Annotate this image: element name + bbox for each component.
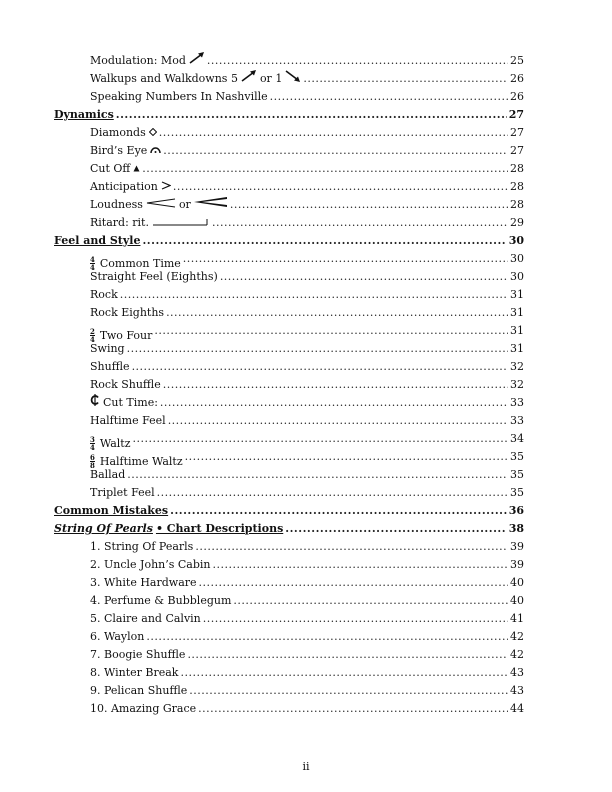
toc-page-number: 30	[510, 252, 524, 265]
toc-entry-label-italic: String Of Pearls	[54, 522, 153, 535]
dot-leader	[183, 250, 508, 268]
toc-page-number: 33	[510, 414, 524, 427]
toc-entry-text-rock: Rock	[90, 288, 118, 301]
toc-entry[interactable]	[0, 160, 612, 178]
toc-entry[interactable]	[0, 376, 612, 394]
toc-page-number: 43	[510, 666, 524, 679]
dot-leader	[142, 160, 508, 178]
toc-entry-text-9-pelican-shuffle: 9. Pelican Shuffle	[90, 684, 188, 697]
toc-page-number: 43	[510, 684, 524, 697]
toc-entry-label	[90, 358, 130, 376]
toc-entry-text-ballad: Ballad	[90, 468, 126, 481]
dot-leader	[163, 376, 508, 394]
toc-section-entry[interactable]	[0, 520, 612, 538]
dot-leader	[233, 592, 508, 610]
dot-leader	[195, 538, 508, 556]
dot-leader	[187, 646, 508, 664]
toc-page-number: 30	[508, 234, 524, 247]
toc-entry[interactable]	[0, 628, 612, 646]
toc-entry-text-common-time: Common Time	[99, 256, 181, 270]
toc-entry-text-cut-time: Cut Time:	[103, 396, 158, 409]
toc-entry-text-rock-eighths: Rock Eighths	[90, 306, 165, 319]
toc-page-number: 41	[510, 612, 524, 625]
toc-page-number: 39	[510, 540, 524, 553]
toc-entry[interactable]	[0, 448, 612, 470]
toc-page-number: 30	[510, 270, 524, 283]
dot-leader	[198, 700, 508, 718]
dot-leader	[127, 340, 508, 358]
toc-entry-label	[54, 106, 114, 124]
toc-entry-text-shuffle: Shuffle	[90, 360, 130, 373]
dot-leader	[159, 124, 508, 142]
toc-entry-label	[90, 304, 164, 322]
toc-entry-label	[90, 682, 187, 700]
toc-entry-text-two-four: Two Four	[99, 328, 153, 342]
time-signature-numerator: 3	[90, 435, 95, 444]
toc-page-number: 32	[510, 378, 524, 391]
toc-entry-label	[90, 394, 158, 412]
toc-entry[interactable]	[0, 340, 612, 358]
toc-entry[interactable]	[0, 592, 612, 610]
toc-entry-label	[90, 466, 125, 484]
dot-leader	[303, 70, 508, 88]
toc-page-number: 25	[510, 54, 524, 67]
toc-page-number: 39	[510, 558, 524, 571]
toc-page-number: 33	[510, 396, 524, 409]
toc-section-entry[interactable]	[0, 232, 612, 250]
accent-icon	[161, 178, 171, 196]
toc-page-number: 26	[510, 72, 524, 85]
toc-entry[interactable]	[0, 556, 612, 574]
toc-entry[interactable]	[0, 538, 612, 556]
toc-entry-text-walkups-and-walkdowns-5: Walkups and Walkdowns 5	[90, 72, 238, 85]
time-signature-numerator: 4	[90, 255, 95, 264]
toc-entry-label	[90, 286, 118, 304]
toc-entry-text-speaking-numbers-in-nashville: Speaking Numbers In Nashville	[90, 90, 268, 103]
toc-page-number: 31	[510, 288, 524, 301]
toc-entry[interactable]	[0, 430, 612, 452]
diamond-icon	[149, 124, 157, 142]
toc-entry-text-10-amazing-grace: 10. Amazing Grace	[90, 702, 197, 715]
toc-entry-label	[90, 610, 201, 628]
toc-entry[interactable]	[0, 574, 612, 592]
toc-entry-label	[90, 484, 155, 502]
dot-leader	[157, 484, 508, 502]
dot-leader	[133, 430, 508, 448]
dot-leader	[166, 304, 508, 322]
toc-entry-text-triplet-feel: Triplet Feel	[90, 486, 155, 499]
toc-entry-label	[90, 412, 166, 430]
toc-page-number: 27	[510, 126, 524, 139]
toc-entry-text-anticipation: Anticipation	[90, 180, 158, 193]
toc-page-number: 26	[510, 90, 524, 103]
toc-entry-label	[90, 538, 193, 556]
dot-leader	[170, 502, 507, 520]
toc-entry[interactable]	[0, 214, 612, 232]
toc-entry-text-7-boogie-shuffle: 7. Boogie Shuffle	[90, 648, 186, 661]
dot-leader	[160, 394, 508, 412]
toc-entry[interactable]	[0, 646, 612, 664]
toc-entry[interactable]	[0, 484, 612, 502]
toc-entry-text-common-mistakes: Common Mistakes	[54, 504, 169, 517]
toc-page-number: 28	[510, 198, 524, 211]
toc-entry-label	[90, 160, 140, 178]
triangle-up-icon	[133, 160, 140, 178]
toc-entry-label	[90, 574, 197, 592]
toc-entry[interactable]	[0, 142, 612, 160]
toc-entry-text-halftime-feel: Halftime Feel	[90, 414, 166, 427]
toc-entry[interactable]	[0, 610, 612, 628]
toc-entry[interactable]	[0, 322, 612, 344]
toc-entry-label	[90, 268, 218, 286]
toc-entry-text-modulation-mod: Modulation: Mod	[90, 54, 186, 67]
toc-entry[interactable]	[0, 700, 612, 718]
time-signature-numerator: 2	[90, 327, 95, 336]
dot-leader	[185, 448, 508, 466]
toc-entry-text-waltz: Waltz	[99, 436, 131, 450]
crescendo-icon	[146, 196, 176, 214]
toc-page-number: 36	[508, 504, 524, 517]
toc-entry[interactable]	[0, 196, 612, 214]
toc-entry-text-chart-descriptions: • Chart Descriptions	[155, 522, 284, 535]
cut-time-icon	[90, 394, 100, 412]
toc-entry-text-2-uncle-john-s-cabin: 2. Uncle John’s Cabin	[90, 558, 211, 571]
toc-entry-text-secondary: or 1	[259, 72, 283, 85]
dot-leader	[230, 196, 508, 214]
toc-page-number: 35	[510, 486, 524, 499]
toc-page-number: 35	[510, 468, 524, 481]
dot-leader	[146, 628, 508, 646]
toc-entry-label	[90, 70, 301, 88]
fermata-icon	[150, 142, 161, 160]
dot-leader	[285, 520, 506, 538]
toc-entry-text-4-perfume-bubblegum: 4. Perfume & Bubblegum	[90, 594, 232, 607]
toc-page-number: 40	[510, 576, 524, 589]
toc-entry[interactable]	[0, 178, 612, 196]
toc-entry-label	[90, 124, 157, 142]
dot-leader	[220, 268, 508, 286]
toc-entry[interactable]	[0, 52, 612, 70]
table-of-contents	[0, 52, 612, 718]
toc-page-number: 27	[510, 144, 524, 157]
toc-entry[interactable]	[0, 304, 612, 322]
toc-section-entry[interactable]	[0, 502, 612, 520]
toc-entry[interactable]	[0, 358, 612, 376]
decrescendo-icon	[194, 196, 228, 214]
time-signature-denominator: 8	[90, 461, 95, 470]
toc-entry-label	[54, 520, 283, 538]
toc-page-number: 38	[508, 522, 524, 535]
toc-entry[interactable]	[0, 394, 612, 412]
time-signature-numerator: 6	[90, 453, 95, 462]
toc-entry-label	[54, 232, 140, 250]
toc-page-number: 42	[510, 630, 524, 643]
dot-leader	[132, 358, 508, 376]
dot-leader	[207, 52, 508, 70]
dot-leader	[180, 664, 508, 682]
toc-entry-label	[90, 214, 210, 232]
toc-entry[interactable]	[0, 70, 612, 88]
toc-entry[interactable]	[0, 268, 612, 286]
toc-entry-label	[90, 178, 171, 196]
toc-entry-text-6-waylon: 6. Waylon	[90, 630, 145, 643]
toc-page-number: 27	[508, 108, 524, 121]
toc-entry-text-3-white-hardware: 3. White Hardware	[90, 576, 197, 589]
dot-leader	[203, 610, 508, 628]
toc-page-number: 35	[510, 450, 524, 463]
toc-entry[interactable]	[0, 88, 612, 106]
toc-page-number: 40	[510, 594, 524, 607]
toc-entry-text-8-winter-break: 8. Winter Break	[90, 666, 179, 679]
toc-entry-label	[90, 664, 178, 682]
toc-entry-text-ritard-rit: Ritard: rit.	[90, 216, 149, 229]
toc-entry[interactable]	[0, 466, 612, 484]
dot-leader	[120, 286, 508, 304]
toc-entry[interactable]	[0, 664, 612, 682]
page-number: ii	[302, 760, 310, 773]
toc-entry-text-swing: Swing	[90, 342, 125, 355]
toc-entry-text-feel-and-style: Feel and Style	[54, 234, 141, 247]
dot-leader	[168, 412, 508, 430]
toc-entry-text-loudness: Loudness	[90, 198, 143, 211]
toc-entry[interactable]	[0, 286, 612, 304]
toc-entry-text-secondary: or	[178, 198, 191, 211]
toc-entry-text-1-string-of-pearls: 1. String Of Pearls	[90, 540, 194, 553]
toc-entry[interactable]	[0, 682, 612, 700]
dot-leader	[127, 466, 508, 484]
toc-page-number: 31	[510, 306, 524, 319]
dot-leader	[270, 88, 508, 106]
toc-page-number: 31	[510, 342, 524, 355]
toc-entry-label	[90, 196, 228, 214]
toc-entry-label	[90, 556, 211, 574]
toc-entry-text-halftime-waltz: Halftime Waltz	[99, 454, 183, 468]
toc-entry-label	[90, 376, 161, 394]
toc-entry-label	[90, 628, 144, 646]
dot-leader	[142, 232, 506, 250]
toc-entry-text-straight-feel-eighths: Straight Feel (Eighths)	[90, 270, 218, 283]
toc-page-number: 34	[510, 432, 524, 445]
toc-entry[interactable]	[0, 250, 612, 272]
dot-leader	[116, 106, 507, 124]
toc-entry-label	[90, 700, 196, 718]
toc-entry-label	[90, 340, 125, 358]
toc-entry-text-cut-off: Cut Off	[90, 162, 131, 175]
toc-entry-text-5-claire-and-calvin: 5. Claire and Calvin	[90, 612, 201, 625]
dot-leader	[163, 142, 508, 160]
dot-leader	[199, 574, 508, 592]
arrow-down-right-icon	[285, 70, 301, 88]
toc-page-number: 32	[510, 360, 524, 373]
time-signature-denominator: 4	[90, 263, 95, 272]
toc-entry-text-bird-s-eye: Bird’s Eye	[90, 144, 148, 157]
toc-entry-label	[90, 52, 205, 70]
dot-leader	[212, 214, 508, 232]
dot-leader	[154, 322, 508, 340]
time-signature-denominator: 4	[90, 443, 95, 452]
toc-section-entry[interactable]	[0, 106, 612, 124]
toc-entry-label	[90, 142, 161, 160]
toc-entry-label	[54, 502, 168, 520]
toc-entry-text-dynamics: Dynamics	[54, 108, 114, 121]
toc-entry[interactable]	[0, 412, 612, 430]
time-signature-denominator: 4	[90, 335, 95, 344]
toc-entry-text-rock-shuffle: Rock Shuffle	[90, 378, 161, 391]
toc-page-number: 42	[510, 648, 524, 661]
toc-page-number: 29	[510, 216, 524, 229]
ritard-line-icon	[152, 214, 210, 232]
toc-page-number: 31	[510, 324, 524, 337]
arrow-up-right-icon	[189, 52, 205, 70]
toc-page-number: 44	[510, 702, 524, 715]
dot-leader	[213, 556, 509, 574]
toc-entry-label	[90, 88, 268, 106]
toc-entry[interactable]	[0, 124, 612, 142]
toc-entry-text-diamonds: Diamonds	[90, 126, 146, 139]
arrow-up-right-icon	[241, 70, 257, 88]
dot-leader	[173, 178, 508, 196]
toc-entry-label	[90, 646, 185, 664]
toc-entry-label	[90, 592, 231, 610]
toc-page-number: 28	[510, 180, 524, 193]
dot-leader	[189, 682, 508, 700]
toc-page-number: 28	[510, 162, 524, 175]
